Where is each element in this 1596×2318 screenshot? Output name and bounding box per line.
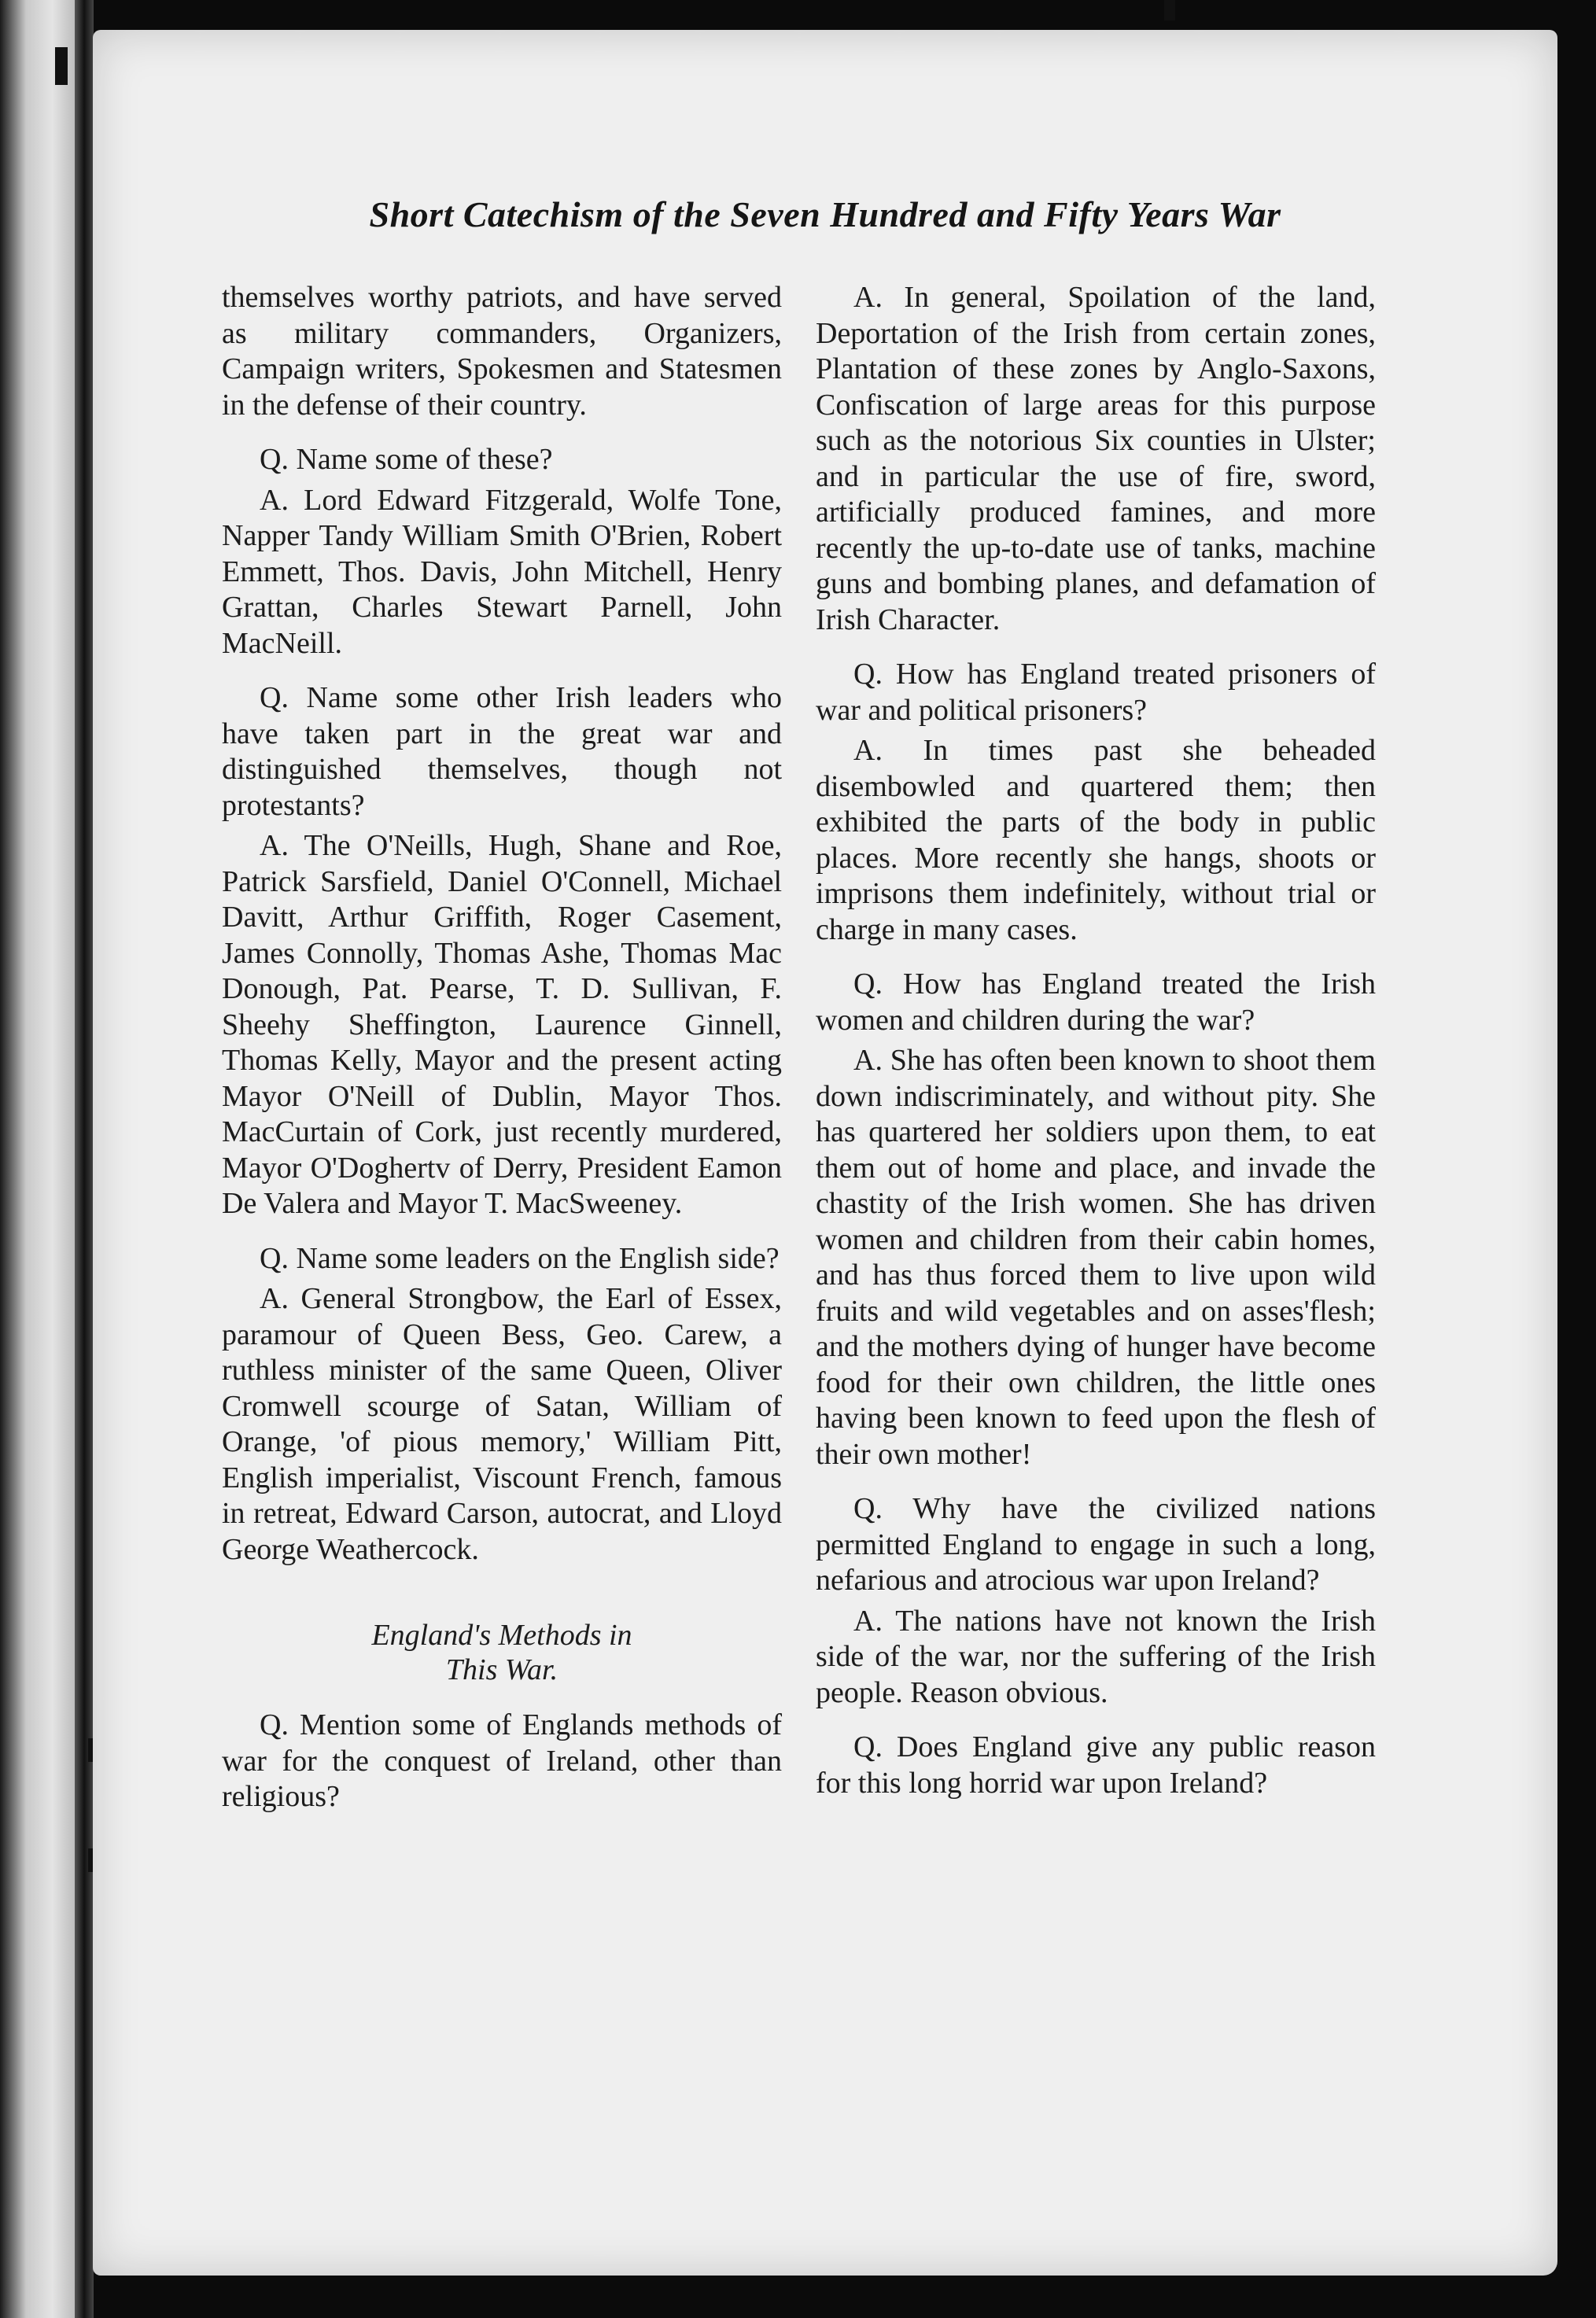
question: Q. How has England treated the Irish women and children during the war? <box>816 967 1376 1037</box>
answer: A. General Strongbow, the Earl of Essex, paramour of Queen Bess, Geo. Carew, a ruthless minister of the same Queen, Oliver Cromwell scourge of Satan, William of Orange, 'of pious memory,' William Pitt, English imperialist, Viscount French, famous in retreat, Edward Carson, autocrat, and Lloyd George Weathercock. <box>222 1282 782 1566</box>
answer: A. In times past she beheaded disembowled and quartered them; then exhibited the parts of the body in public places. More recently she hangs, shoots or imprisons them indefinitely, without trial or charge in many cases. <box>816 734 1376 946</box>
section-heading-line: England's Methods in <box>371 1619 632 1652</box>
binding-gutter <box>75 0 94 2318</box>
answer: A. The nations have not known the Irish side of the war, nor the suffering of the Irish people. Reason obvious. <box>816 1604 1376 1709</box>
film-mark <box>55 47 68 85</box>
section-heading <box>222 1618 782 1687</box>
right-column <box>816 280 1376 1820</box>
film-mark <box>1164 0 1175 20</box>
question: Q. Name some other Irish leaders who have taken part in the great war and distinguished themselves, though not protestants? <box>222 681 782 822</box>
answer: A. She has often been known to shoot them down indiscriminately, and without pity. She has quartered her soldiers upon them, to eat them out of home and place, and invade the chastity of the Irish women. She has driven women and children from their cabin homes, and has thus forced them to live upon wild fruits and wild vegetables and on asses'flesh; and the mothers dying of hunger have become food for their own children, the little ones having been known to feed upon the flesh of their own mother! <box>816 1044 1376 1471</box>
section-heading-line: This War. <box>445 1653 558 1686</box>
answer: A. In general, Spoilation of the land, Deportation of the Irish from certain zones, Plantation of these zones by Anglo-Saxons, Confiscation of large areas for this purpose such as the notorious Six counties in Ulster; and in particular the use of fire, sword, artificially produced famines, and more recently the up-to-date use of tanks, machine guns and bombing planes, and defamation of Irish Character. <box>816 281 1376 636</box>
document-page <box>93 30 1557 2276</box>
left-column <box>222 280 782 1834</box>
question: Q. Mention some of Englands methods of war for the conquest of Ireland, other than religious? <box>222 1708 782 1813</box>
question: Q. Why have the civilized nations permitted England to engage in such a long, nefarious and atrocious war upon Ireland? <box>816 1492 1376 1597</box>
answer: A. The O'Neills, Hugh, Shane and Roe, Patrick Sarsfield, Daniel O'Connell, Michael Davitt, Arthur Griffith, Roger Casement, James Connolly, Thomas Ashe, Thomas Mac Donough, Pat. Pearse, T. D. Sullivan, F. Sheehy Sheffington, Laurence Ginnell, Thomas Kelly, Mayor and the present acting Mayor O'Neill of Dublin, Mayor Thos. MacCurtain of Cork, just recently murdered, Mayor O'Doghertv of Derry, President Eamon De Valera and Mayor T. MacSweeney. <box>222 829 782 1220</box>
question: Q. Name some leaders on the English side? <box>260 1241 780 1275</box>
page-title: Short Catechism of the Seven Hundred and Fifty Years War <box>369 194 1281 234</box>
paragraph: themselves worthy patriots, and have served as military commanders, Organizers, Campaign writers, Spokesmen and Statesmen in the defense of their country. <box>222 281 782 422</box>
answer: A. Lord Edward Fitzgerald, Wolfe Tone, Napper Tandy William Smith O'Brien, Robert Emmett, Thos. Davis, John Mitchell, Henry Grattan, Charles Stewart Parnell, John MacNeill. <box>222 483 782 660</box>
question: Q. Name some of these? <box>260 443 553 476</box>
question: Q. How has England treated prisoners of war and political prisoners? <box>816 658 1376 727</box>
question: Q. Does England give any public reason for this long horrid war upon Ireland? <box>816 1730 1376 1800</box>
facing-page-edge <box>0 0 75 2318</box>
